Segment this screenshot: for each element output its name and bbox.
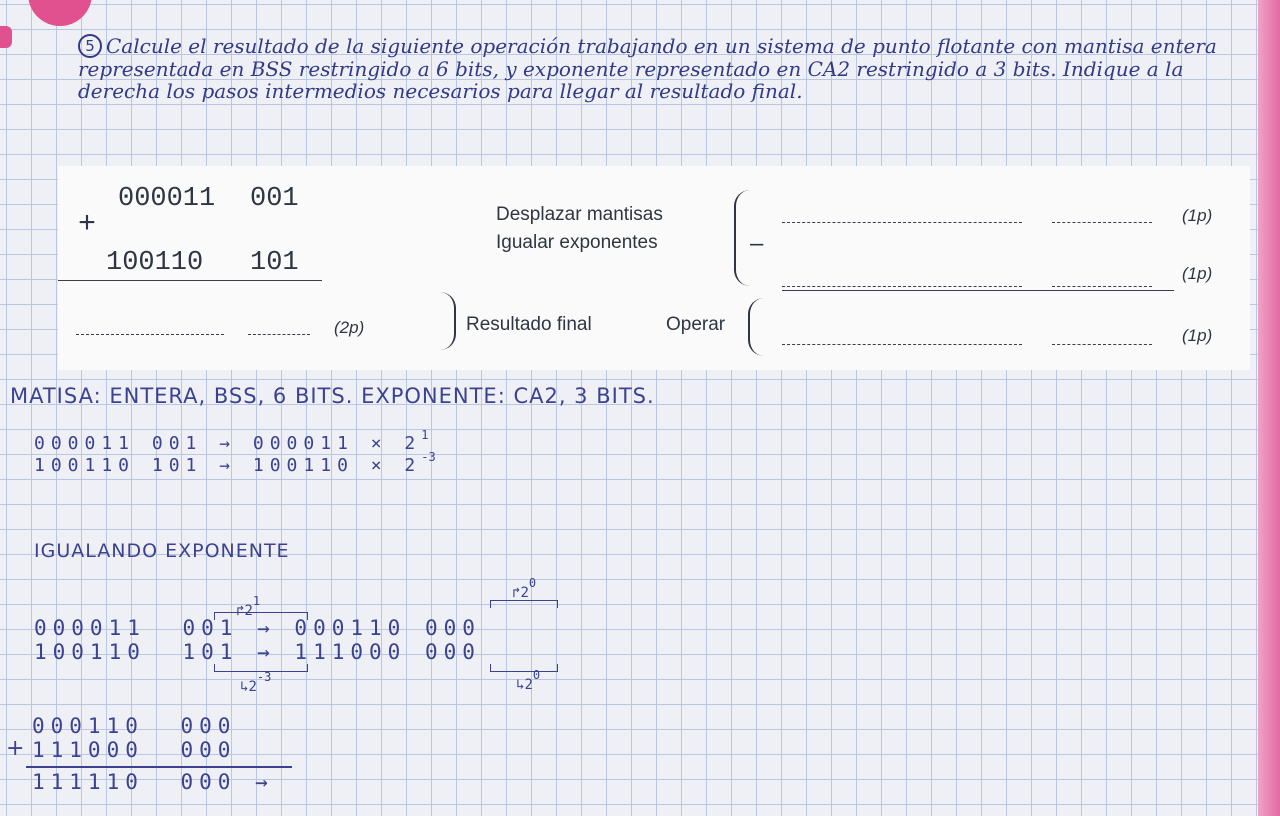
row1-points: (1p) <box>1182 206 1213 225</box>
question-number: 5 <box>78 34 102 58</box>
sum-result-arrow: → <box>255 770 274 794</box>
sum-rule-hand <box>26 766 292 768</box>
sum-row2-mantissa: 111000 <box>32 738 144 762</box>
notes-heading: MATISA: ENTERA, BSS, 6 BITS. EXPONENTE: CA2, 3 BITS. <box>10 384 655 408</box>
sum-row2-exponent: 000 <box>180 738 237 762</box>
conversion-1-exp: 1 <box>421 428 429 442</box>
eq2-mantissa: 100110 <box>34 640 146 664</box>
row3-points: (1p) <box>1182 326 1213 345</box>
result-exponent-blank <box>248 334 310 335</box>
sum-row-2 <box>32 738 236 762</box>
conversion-1-text: 000011 001 → 000011 × 2 <box>34 433 422 454</box>
eq1-new-mantissa: 000110 <box>294 616 407 640</box>
eq1-mantissa: 000011 <box>34 616 146 640</box>
exponent-bracket-top-right <box>490 600 558 608</box>
printed-exercise <box>58 166 1250 370</box>
sum-row1-mantissa: 000110 <box>32 714 144 738</box>
sum-plus-sign: + <box>6 736 26 761</box>
annotation-bottom-left-base: 2 <box>248 679 257 695</box>
plus-sign: + <box>78 208 97 242</box>
equalize-row-1 <box>34 616 481 640</box>
minus-sign: – <box>750 230 764 257</box>
conversion-row-2 <box>34 450 436 476</box>
binder-hole-mark <box>28 0 92 26</box>
annotation-top-right: ↱20 <box>512 576 537 601</box>
sum-row1-exponent: 000 <box>180 714 237 738</box>
annotation-bottom-right-exp: 0 <box>532 668 541 682</box>
result-points: (2p) <box>334 318 365 337</box>
operand2-mantissa: 100110 <box>106 248 204 278</box>
eq2-new-exponent: 000 <box>424 640 481 664</box>
row3-mantissa-blank <box>782 344 1022 345</box>
annotation-bottom-left-exp: -3 <box>256 670 272 684</box>
row2-points: (1p) <box>1182 264 1213 283</box>
operand1-exponent: 001 <box>250 184 299 214</box>
sum-result <box>32 770 274 794</box>
sum-row-1 <box>32 714 236 738</box>
step-equalize-label: Igualar exponentes <box>496 232 658 253</box>
eq2-arrow: → <box>257 640 276 664</box>
annotation-bottom-right: ↳20 <box>516 668 541 693</box>
annotation-bottom-left: ↳2-3 <box>240 670 272 695</box>
result-label: Resultado final <box>466 314 592 335</box>
annotation-top-left-base: 2 <box>244 603 253 619</box>
row2-exponent-blank <box>1052 286 1152 287</box>
eq2-new-mantissa: 111000 <box>294 640 407 664</box>
sum-result-exponent: 000 <box>180 770 237 794</box>
row1-exponent-blank <box>1052 222 1152 223</box>
result-mantissa-blank <box>76 334 224 335</box>
row1-mantissa-blank <box>782 222 1022 223</box>
eq1-arrow: → <box>257 616 276 640</box>
conversion-2-exp: -3 <box>421 450 436 464</box>
operand2-exponent: 101 <box>250 248 299 278</box>
annotation-top-left-exp: 1 <box>252 594 261 608</box>
annotation-top-right-base: 2 <box>520 585 529 601</box>
step-shift-label: Desplazar mantisas <box>496 204 663 225</box>
eq2-exponent: 101 <box>182 640 239 664</box>
notebook-edge <box>1258 0 1280 816</box>
page-edge-mark <box>0 26 12 48</box>
row2-mantissa-blank <box>782 286 1022 287</box>
sum-rule <box>58 280 322 281</box>
annotation-bottom-right-base: 2 <box>524 677 533 693</box>
row3-exponent-blank <box>1052 344 1152 345</box>
row2-rule <box>782 290 1174 291</box>
eq1-new-exponent: 000 <box>424 616 481 640</box>
annotation-top-left: ↱21 <box>236 594 261 619</box>
result-brace <box>436 292 456 350</box>
question-statement <box>78 34 1258 102</box>
annotation-top-right-exp: 0 <box>528 576 537 590</box>
conversion-2-text: 100110 101 → 100110 × 2 <box>34 455 422 476</box>
equalize-row-2 <box>34 640 481 664</box>
equalize-heading: IGUALANDO EXPONENTE <box>34 540 290 562</box>
question-text: Calcule el resultado de la siguiente operación trabajando en un sistema de punto flotante con mantisa entera representada en BSS restringido a 6 bits, y exponente representado en CA2 restringido a 3 bits. Indique a la derecha los pasos intermedios necesarios para llegar al resultado final. <box>78 34 1217 103</box>
operate-label: Operar <box>666 314 726 335</box>
operand1-mantissa: 000011 <box>118 184 216 214</box>
sum-result-mantissa: 111110 <box>32 770 144 794</box>
eq1-exponent: 001 <box>182 616 239 640</box>
operate-brace <box>748 298 768 356</box>
